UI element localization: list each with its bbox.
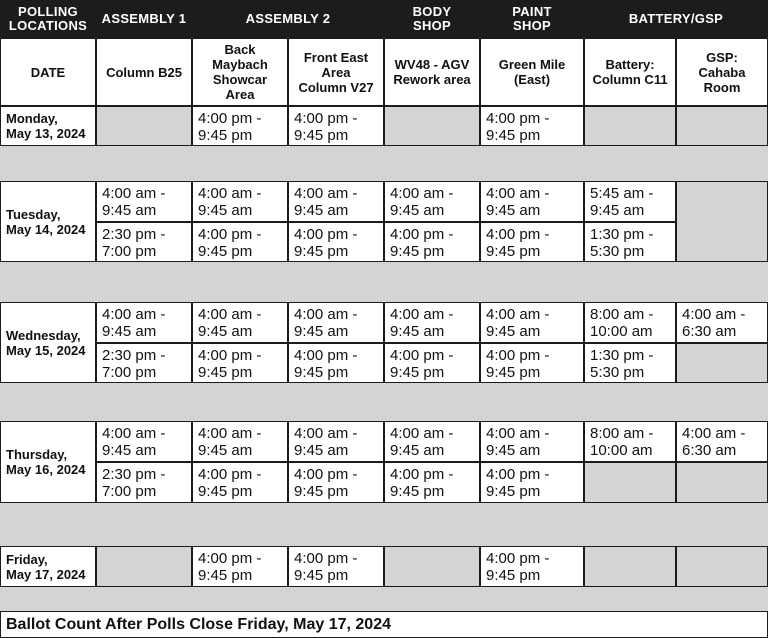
time-slot: 4:00 am - 9:45 am — [192, 302, 288, 343]
empty-slot — [676, 106, 768, 146]
time-slot: 4:00 pm - 9:45 pm — [192, 462, 288, 503]
time-slot: 4:00 am - 9:45 am — [192, 421, 288, 462]
time-slot: 4:00 am - 9:45 am — [288, 302, 384, 343]
header-polling-locations: POLLING LOCATIONS — [0, 0, 96, 38]
row-separator — [0, 262, 768, 302]
time-slot: 4:00 am - 9:45 am — [480, 421, 584, 462]
empty-slot — [676, 181, 768, 262]
column-header-2: Back Maybach Showcar Area — [192, 38, 288, 106]
time-slot: 4:00 pm - 9:45 pm — [192, 343, 288, 384]
row-separator — [0, 503, 768, 546]
time-slot: 4:00 pm - 9:45 pm — [480, 343, 584, 384]
column-header-3: Front East Area Column V27 — [288, 38, 384, 106]
empty-slot — [96, 106, 192, 146]
row-separator — [0, 383, 768, 421]
time-slot: 4:00 pm - 9:45 pm — [480, 462, 584, 503]
column-header-1: Column B25 — [96, 38, 192, 106]
time-slot: 4:00 pm - 9:45 pm — [480, 106, 584, 146]
empty-slot — [96, 546, 192, 587]
date-cell: Monday, May 13, 2024 — [0, 106, 96, 146]
time-slot: 4:00 pm - 9:45 pm — [192, 546, 288, 587]
header-assembly-1: ASSEMBLY 1 — [96, 0, 192, 38]
time-slot: 4:00 am - 9:45 am — [96, 181, 192, 222]
empty-slot — [676, 546, 768, 587]
ballot-count-footer: Ballot Count After Polls Close Friday, May 17, 2024 — [0, 611, 768, 638]
time-slot: 4:00 pm - 9:45 pm — [480, 222, 584, 263]
date-cell: Thursday, May 16, 2024 — [0, 421, 96, 503]
empty-slot — [676, 462, 768, 503]
time-slot: 4:00 pm - 9:45 pm — [288, 106, 384, 146]
header-assembly-2: ASSEMBLY 2 — [192, 0, 384, 38]
time-slot: 4:00 pm - 9:45 pm — [288, 343, 384, 384]
time-slot: 4:00 am - 6:30 am — [676, 302, 768, 343]
header-paint-shop: PAINT SHOP — [480, 0, 584, 38]
empty-slot — [584, 462, 676, 503]
time-slot: 2:30 pm - 7:00 pm — [96, 462, 192, 503]
time-slot: 8:00 am - 10:00 am — [584, 302, 676, 343]
time-slot: 4:00 pm - 9:45 pm — [288, 462, 384, 503]
empty-slot — [384, 106, 480, 146]
time-slot: 4:00 am - 9:45 am — [288, 181, 384, 222]
row-separator — [0, 146, 768, 181]
time-slot: 1:30 pm - 5:30 pm — [584, 222, 676, 263]
time-slot: 4:00 pm - 9:45 pm — [384, 343, 480, 384]
time-slot: 2:30 pm - 7:00 pm — [96, 222, 192, 263]
empty-slot — [384, 546, 480, 587]
column-header-6: Battery: Column C11 — [584, 38, 676, 106]
date-cell: Tuesday, May 14, 2024 — [0, 181, 96, 262]
header-battery-gsp: BATTERY/GSP — [584, 0, 768, 38]
column-header-4: WV48 - AGV Rework area — [384, 38, 480, 106]
time-slot: 4:00 am - 9:45 am — [384, 181, 480, 222]
time-slot: 4:00 pm - 9:45 pm — [192, 222, 288, 263]
empty-slot — [676, 343, 768, 384]
time-slot: 4:00 am - 9:45 am — [480, 302, 584, 343]
time-slot: 5:45 am - 9:45 am — [584, 181, 676, 222]
time-slot: 4:00 am - 6:30 am — [676, 421, 768, 462]
time-slot: 4:00 am - 9:45 am — [480, 181, 584, 222]
time-slot: 4:00 pm - 9:45 pm — [384, 462, 480, 503]
date-cell: Wednesday, May 15, 2024 — [0, 302, 96, 383]
time-slot: 4:00 am - 9:45 am — [96, 421, 192, 462]
time-slot: 1:30 pm - 5:30 pm — [584, 343, 676, 384]
row-separator — [0, 587, 768, 611]
time-slot: 4:00 am - 9:45 am — [192, 181, 288, 222]
time-slot: 4:00 pm - 9:45 pm — [192, 106, 288, 146]
empty-slot — [584, 106, 676, 146]
time-slot: 4:00 pm - 9:45 pm — [288, 222, 384, 263]
time-slot: 4:00 am - 9:45 am — [384, 302, 480, 343]
empty-slot — [584, 546, 676, 587]
column-header-0: DATE — [0, 38, 96, 106]
time-slot: 4:00 pm - 9:45 pm — [480, 546, 584, 587]
column-header-5: Green Mile (East) — [480, 38, 584, 106]
time-slot: 4:00 pm - 9:45 pm — [384, 222, 480, 263]
header-body-shop: BODY SHOP — [384, 0, 480, 38]
column-header-7: GSP: Cahaba Room — [676, 38, 768, 106]
time-slot: 2:30 pm - 7:00 pm — [96, 343, 192, 384]
time-slot: 8:00 am - 10:00 am — [584, 421, 676, 462]
time-slot: 4:00 am - 9:45 am — [288, 421, 384, 462]
time-slot: 4:00 am - 9:45 am — [384, 421, 480, 462]
time-slot: 4:00 pm - 9:45 pm — [288, 546, 384, 587]
time-slot: 4:00 am - 9:45 am — [96, 302, 192, 343]
date-cell: Friday, May 17, 2024 — [0, 546, 96, 587]
